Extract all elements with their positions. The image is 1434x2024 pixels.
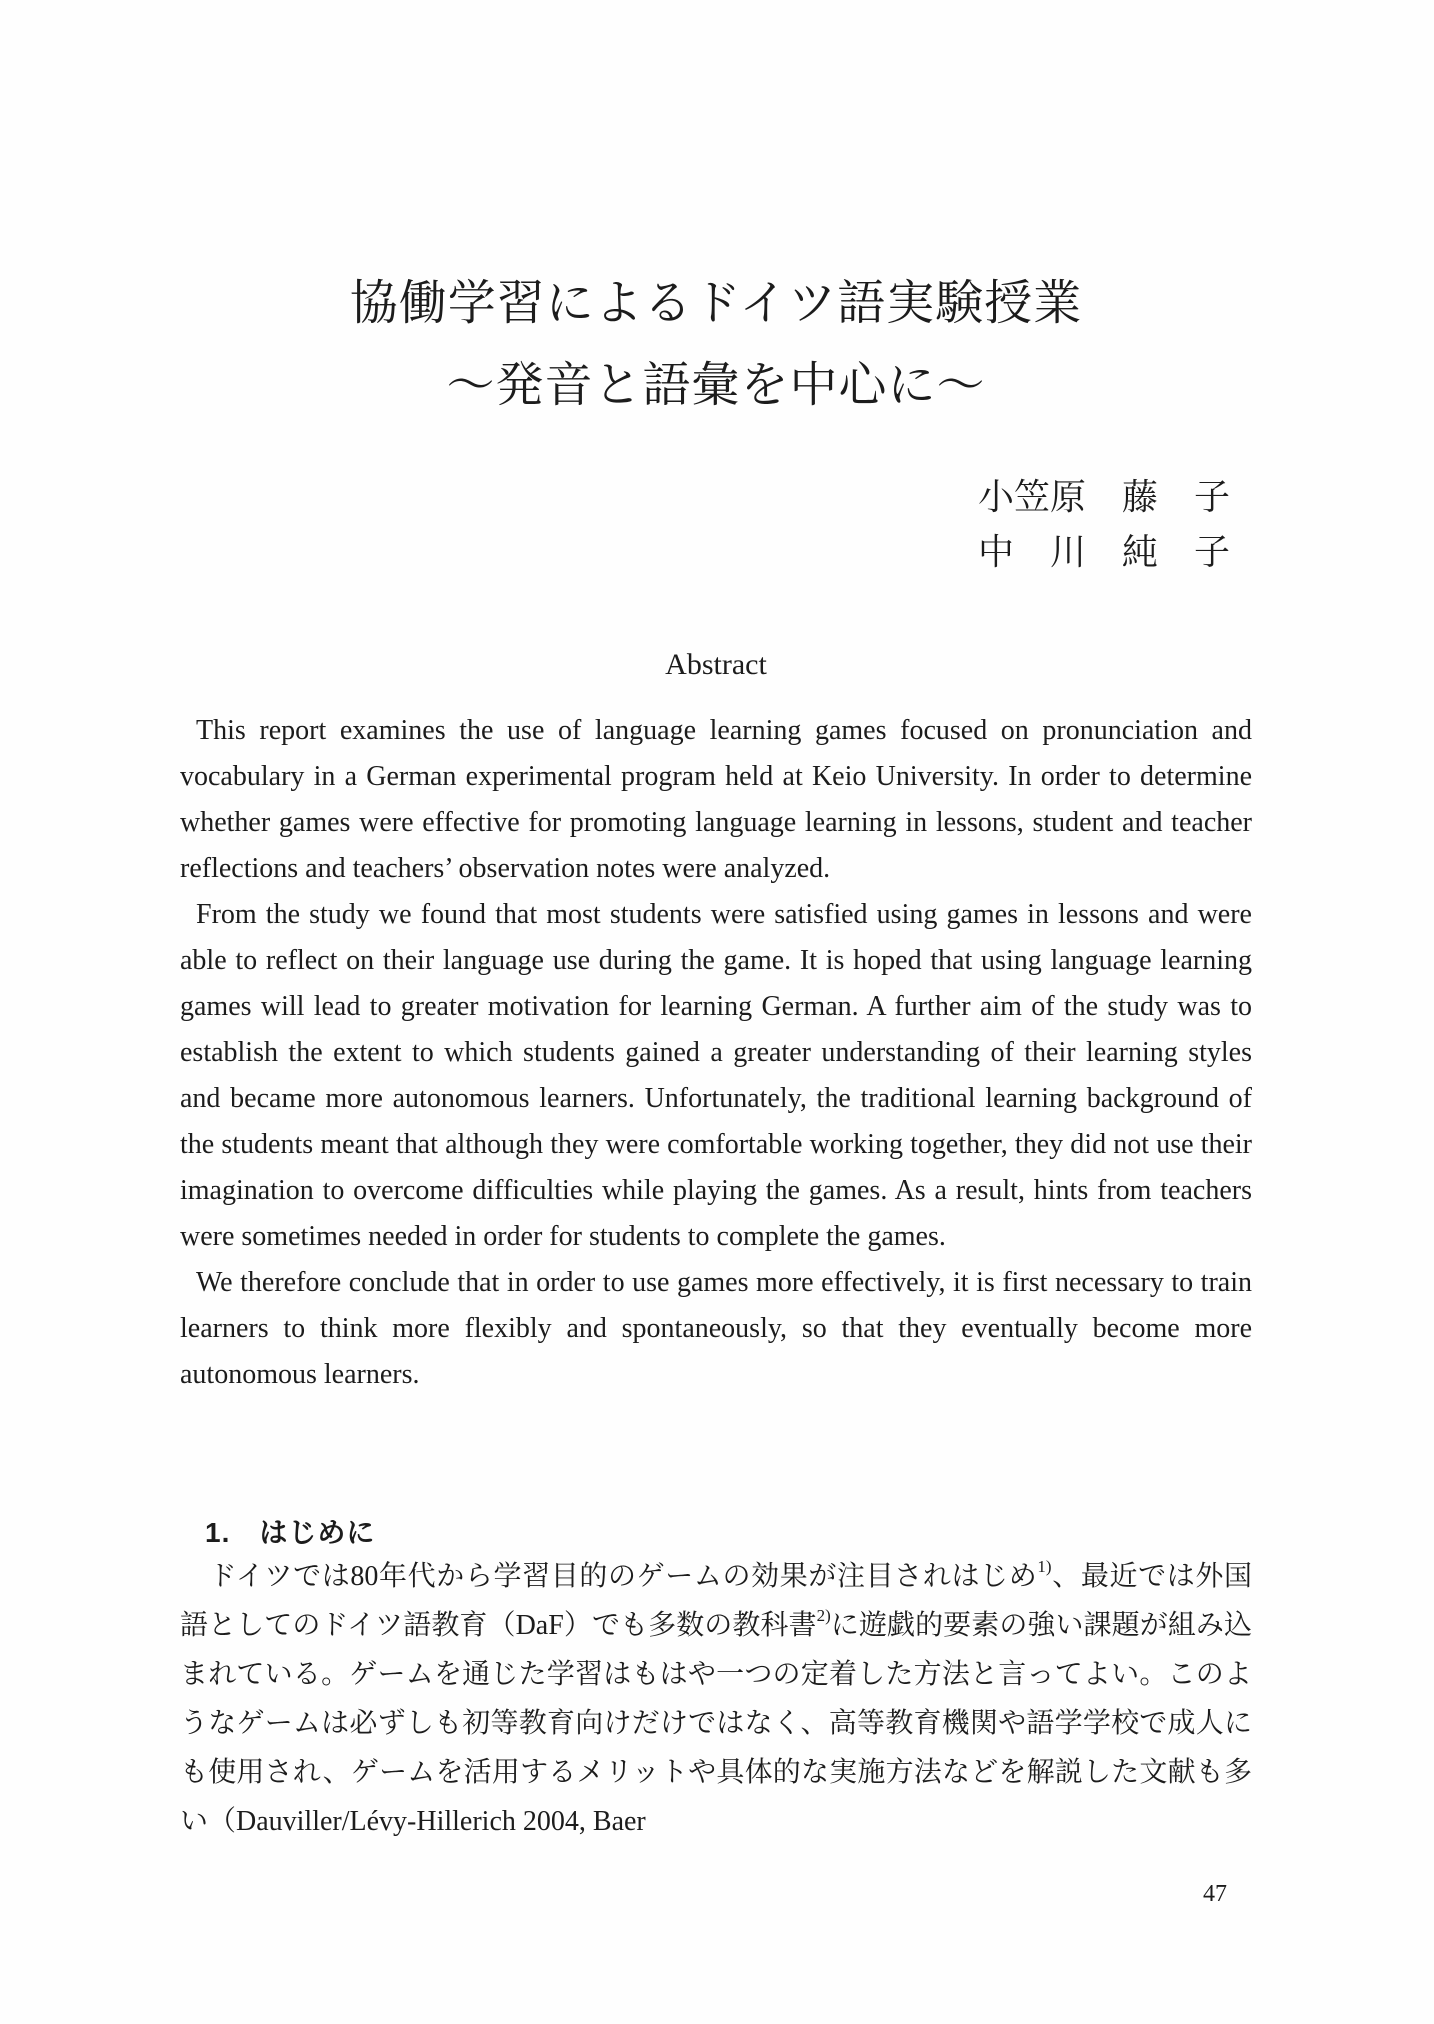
- abstract-heading: Abstract: [665, 648, 767, 681]
- section-1-paragraph: [180, 1552, 1252, 1846]
- section-1-body: [180, 1552, 1252, 1846]
- author-name-1: 小笠原 藤 子: [977, 477, 1230, 517]
- abstract-body: [180, 708, 1252, 1398]
- footnote-ref-2: 2): [816, 1606, 831, 1625]
- paper-title: 協働学習によるドイツ語実験授業: [349, 277, 1083, 330]
- section-1-heading: 1. はじめに: [205, 1517, 376, 1548]
- abstract-paragraph-1: This report examines the use of language learning games focused on pronunciation and vocabulary in a German experimental program held at Keio University. In order to determine whether games were effective for promoting language learning in lessons, student and teacher reflections and teachers’ observation notes were analyzed.: [180, 715, 1252, 884]
- page-number: 47: [1203, 1881, 1227, 1907]
- jp-text-segment-3: に遊戯的要素の強い課題が組み込まれている。ゲームを通じた学習はもはや一つの定着した方法と言ってよい。このようなゲームは必ずしも初等教育向けだけではなく、高等教育機関や語学学校で成人にも使用され、ゲームを活用するメリットや具体的な実施方法などを解説した文献も多い（Dauviller/Lévy-Hillerich 2004, Baer: [180, 1610, 1252, 1837]
- footnote-ref-1: 1): [1037, 1557, 1052, 1576]
- author-name-2: 中 川 純 子: [977, 532, 1230, 572]
- abstract-paragraph-3: We therefore conclude that in order to use games more effectively, it is first necessary to train learners to think more flexibly and spontaneously, so that they eventually become more autonomous learners.: [180, 1267, 1252, 1390]
- jp-text-segment-2: 、最近では外国語としてのドイツ語教育（DaF）でも多数の教科書: [180, 1561, 1252, 1641]
- paper-subtitle: ～発音と語彙を中心に～: [446, 359, 986, 412]
- abstract-paragraph-2: From the study we found that most students were satisfied using games in lessons and were able to reflect on their language use during the game. It is hoped that using language learning games will lead to greater motivation for learning German. A further aim of the study was to establish the extent to which students gained a greater understanding of their learning styles and became more autonomous learners. Unfortunately, the traditional learning background of the students meant that although they were comfortable working together, they did not use their imagination to overcome difficulties while playing the games. As a result, hints from teachers were sometimes needed in order for students to complete the games.: [180, 899, 1252, 1252]
- author-block: [978, 470, 1230, 580]
- jp-text-segment-1: ドイツでは80年代から学習目的のゲームの効果が注目されはじめ: [180, 1561, 1038, 1592]
